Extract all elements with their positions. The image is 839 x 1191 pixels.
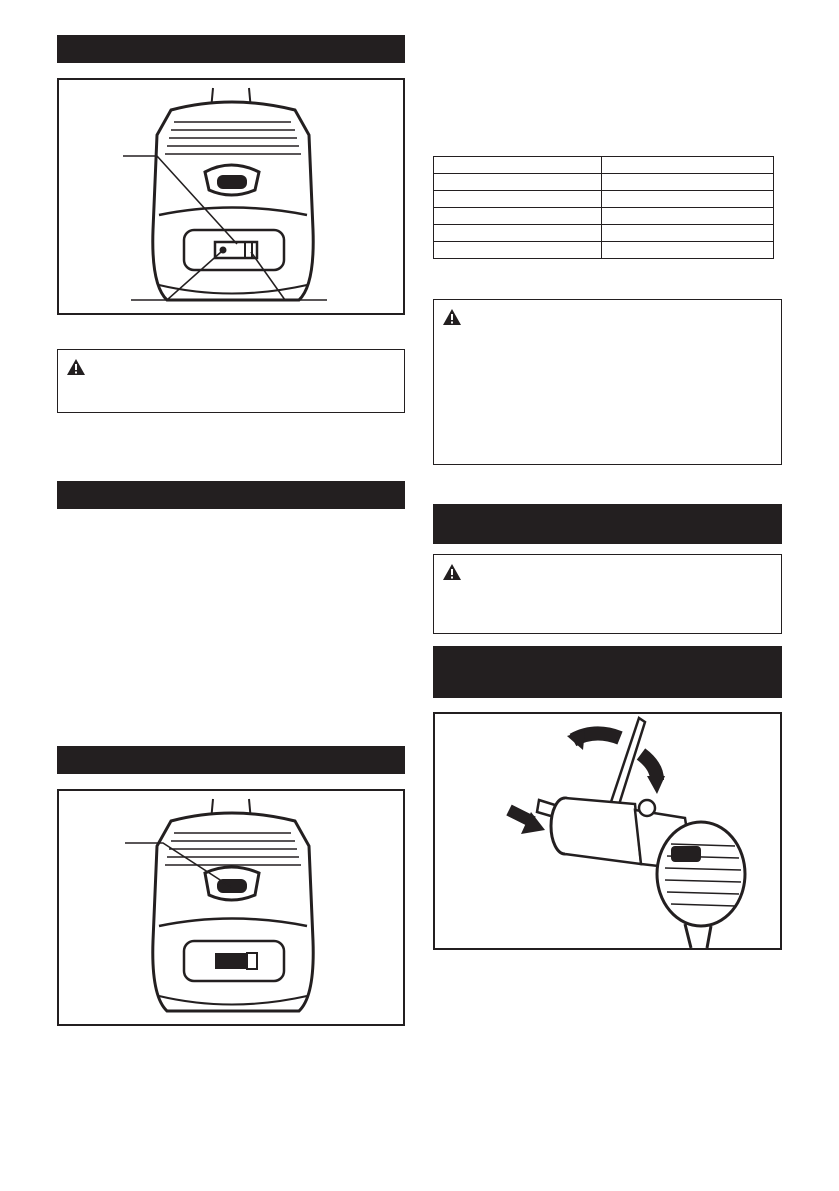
caution-box-1 [57, 349, 405, 413]
section-header-assembly [433, 504, 782, 544]
table-row [434, 174, 774, 191]
warning-triangle-icon [66, 358, 86, 376]
section-header-electronic-function [57, 746, 405, 774]
figure-speed-dial [57, 789, 405, 1026]
table-row [434, 157, 774, 174]
speed-table [433, 156, 774, 259]
table-row [434, 191, 774, 208]
section-header-speed-dial [57, 481, 405, 509]
arrow-icon [647, 776, 665, 794]
table-row [434, 225, 774, 242]
table-row [434, 242, 774, 259]
arrow-icon [567, 730, 585, 750]
tool-rear-illustration-2 [59, 791, 403, 1024]
wrench-spindle-illustration [435, 714, 780, 948]
warning-triangle-icon [442, 563, 462, 581]
figure-switch-callouts [57, 78, 405, 315]
warning-triangle-icon [442, 308, 462, 326]
table-row [434, 208, 774, 225]
section-header-installing-bit [433, 646, 782, 698]
section-header-switch-action [57, 35, 405, 63]
caution-box-2 [433, 299, 782, 465]
caution-box-3 [433, 554, 782, 634]
figure-wrench-bit [433, 712, 782, 950]
tool-rear-illustration [59, 80, 403, 313]
